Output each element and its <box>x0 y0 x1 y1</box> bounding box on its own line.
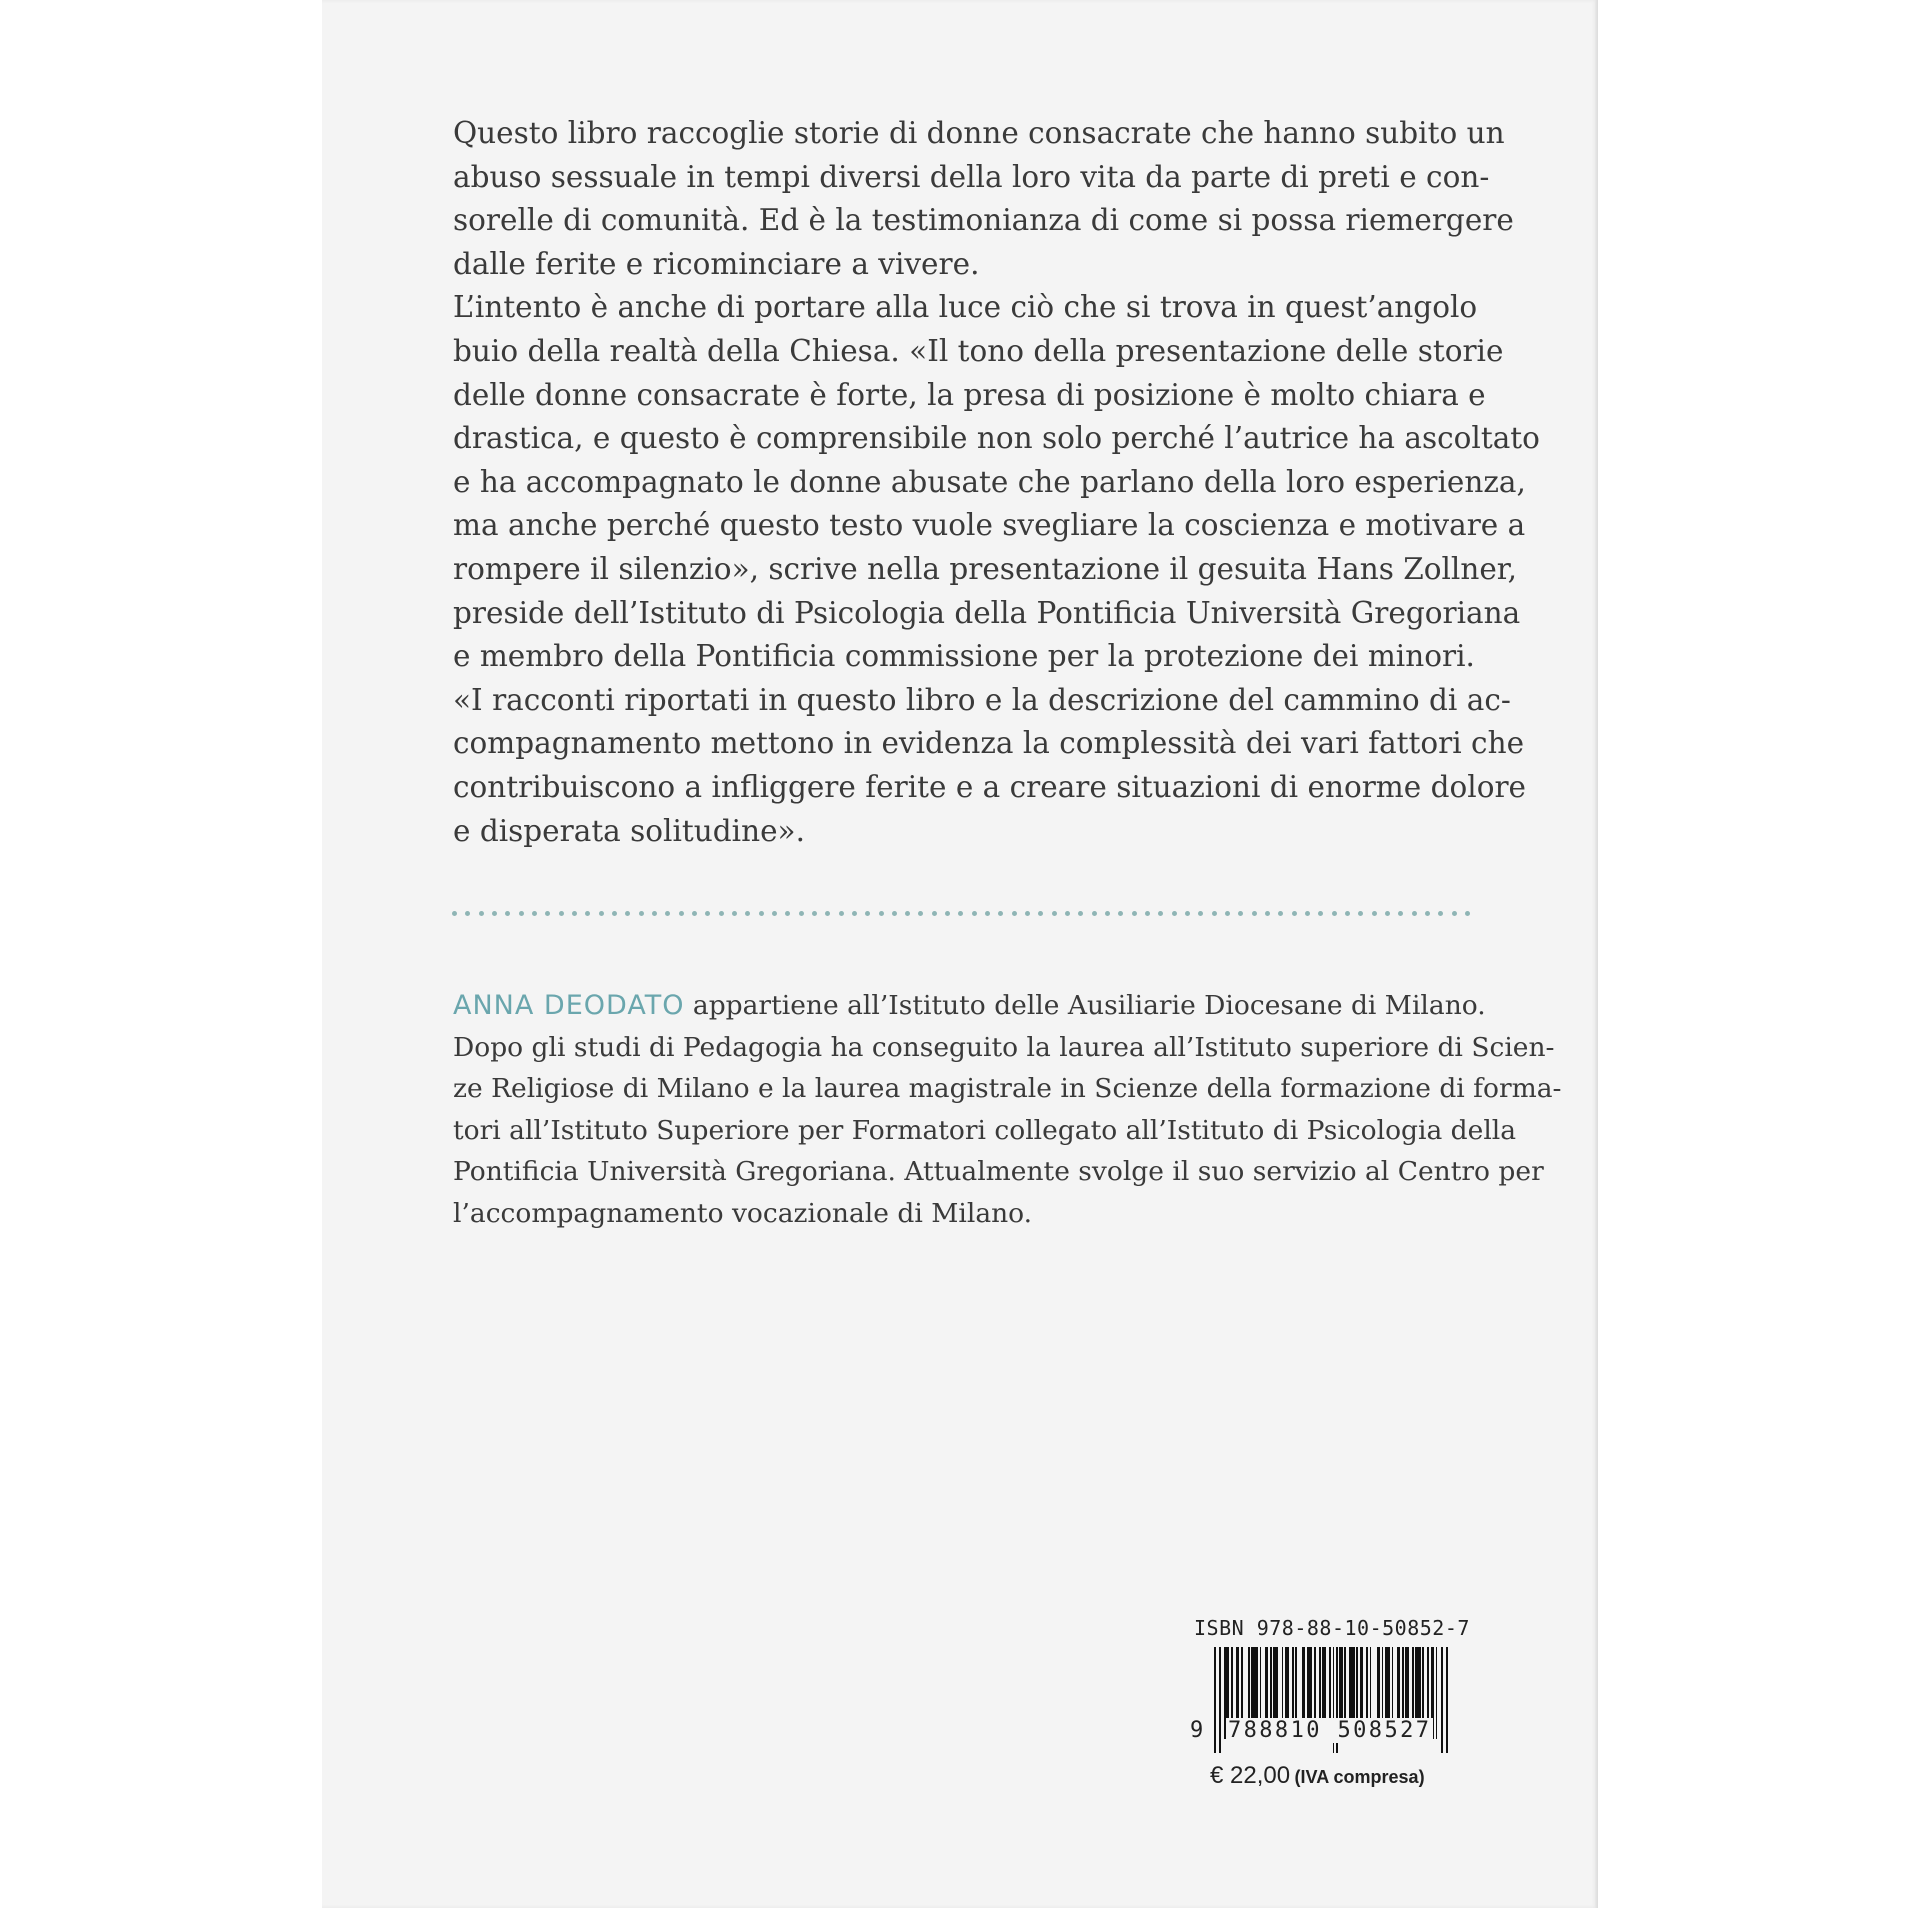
divider-dot <box>799 911 804 916</box>
divider-dot <box>1292 911 1297 916</box>
divider-dot <box>1412 911 1417 916</box>
divider-dot <box>958 911 963 916</box>
divider-dot <box>972 911 977 916</box>
blurb-line: e membro della Pontificia commissione per la protezione dei minori. <box>453 639 1475 674</box>
divider-dot <box>1038 911 1043 916</box>
divider-dot <box>1158 911 1163 916</box>
cover-edge <box>1595 0 1598 1908</box>
divider-dot <box>839 911 844 916</box>
isbn-label: ISBN 978-88-10-50852-7 <box>1194 1616 1470 1640</box>
divider-dot <box>505 911 510 916</box>
divider-dot <box>492 911 497 916</box>
divider-dot <box>545 911 550 916</box>
divider-dot <box>1118 911 1123 916</box>
divider-dot <box>1225 911 1230 916</box>
price <box>1210 1762 1425 1790</box>
divider-dot <box>879 911 884 916</box>
divider-dot <box>1172 911 1177 916</box>
divider-dot <box>679 911 684 916</box>
blurb-line: ma anche perché questo testo vuole svegliare la coscienza e motivare a <box>453 508 1526 543</box>
divider-dot <box>1385 911 1390 916</box>
divider-dot <box>665 911 670 916</box>
price-note: (IVA compresa) <box>1294 1767 1425 1787</box>
divider-dot <box>1438 911 1443 916</box>
divider-dot <box>1465 911 1470 916</box>
blurb-line: preside dell’Istituto di Psicologia della Pontificia Università Gregoriana <box>453 595 1521 630</box>
divider-dot <box>1372 911 1377 916</box>
divider-dot <box>785 911 790 916</box>
divider-dot <box>1065 911 1070 916</box>
divider-dot <box>759 911 764 916</box>
divider-dot <box>772 911 777 916</box>
divider-dot <box>1345 911 1350 916</box>
blurb-line: dalle ferite e ricominciare a vivere. <box>453 246 980 281</box>
divider-dot <box>692 911 697 916</box>
divider-dot <box>1238 911 1243 916</box>
bio-line: l’accompagnamento vocazionale di Milano. <box>453 1197 1033 1229</box>
divider-dot <box>745 911 750 916</box>
bio-first-line <box>453 985 1486 1027</box>
blurb-line: Questo libro raccoglie storie di donne consacrate che hanno subito un <box>453 116 1505 150</box>
blurb-line: «I racconti riportati in questo libro e la descrizione del cammino di ac- <box>453 682 1511 717</box>
divider-dot <box>918 911 923 916</box>
divider-dot <box>1078 911 1083 916</box>
divider-dot <box>452 911 457 916</box>
blurb-line: rompere il silenzio», scrive nella presentazione il gesuita Hans Zollner, <box>453 551 1518 586</box>
divider-dot <box>1305 911 1310 916</box>
divider-dot <box>599 911 604 916</box>
blurb-line: contribuiscono a infliggere ferite e a creare situazioni di enorme dolore <box>453 769 1527 804</box>
bio-line: Dopo gli studi di Pedagogia ha conseguito la laurea all’Istituto superiore di Scien- <box>453 1031 1555 1063</box>
divider-dot <box>1185 911 1190 916</box>
divider-dot <box>1398 911 1403 916</box>
divider-dot <box>945 911 950 916</box>
dotted-divider <box>452 909 1470 917</box>
divider-dot <box>705 911 710 916</box>
divider-dot <box>998 911 1003 916</box>
divider-dot <box>639 911 644 916</box>
book-blurb <box>453 112 1540 853</box>
divider-dot <box>1212 911 1217 916</box>
divider-dot <box>612 911 617 916</box>
divider-dot <box>865 911 870 916</box>
blurb-line: delle donne consacrate è forte, la presa di posizione è molto chiara e <box>453 377 1486 412</box>
barcode-digit-first: 9 <box>1190 1718 1206 1743</box>
author-name: ANNA DEODATO <box>453 990 685 1021</box>
divider-dot <box>1105 911 1110 916</box>
bio-first-line-text: appartiene all’Istituto delle Ausiliarie Diocesane di Milano. <box>692 990 1486 1021</box>
divider-dot <box>719 911 724 916</box>
divider-dot <box>812 911 817 916</box>
barcode-gap <box>1448 1647 1450 1739</box>
divider-dot <box>1025 911 1030 916</box>
divider-dot <box>852 911 857 916</box>
divider-dot <box>1318 911 1323 916</box>
author-bio <box>453 985 1562 1234</box>
blurb-line: compagnamento mettono in evidenza la complessità dei vari fattori che <box>453 726 1525 761</box>
divider-dot <box>985 911 990 916</box>
divider-dot <box>1092 911 1097 916</box>
divider-dot <box>1052 911 1057 916</box>
blurb-line: sorelle di comunità. Ed è la testimonianza di come si possa riemergere <box>453 203 1514 238</box>
divider-dot <box>1012 911 1017 916</box>
divider-dot <box>1425 911 1430 916</box>
divider-dot <box>479 911 484 916</box>
bio-line: tori all’Istituto Superiore per Formatori collegato all’Istituto di Psicologia della <box>453 1114 1517 1146</box>
blurb-line: e ha accompagnato le donne abusate che parlano della loro esperienza, <box>453 464 1526 499</box>
divider-dot <box>532 911 537 916</box>
divider-dot <box>825 911 830 916</box>
divider-dot <box>559 911 564 916</box>
divider-dot <box>625 911 630 916</box>
divider-dot <box>652 911 657 916</box>
blurb-line: L’intento è anche di portare alla luce ciò che si trova in quest’angolo <box>453 290 1478 325</box>
divider-dot <box>1278 911 1283 916</box>
divider-dot <box>892 911 897 916</box>
divider-dot <box>1358 911 1363 916</box>
blurb-line: drastica, e questo è comprensibile non solo perché l’autrice ha ascoltato <box>453 421 1540 456</box>
blurb-line: e disperata solitudine». <box>453 813 805 848</box>
divider-dot <box>1452 911 1457 916</box>
barcode-digits-rest: 788810 508527 <box>1228 1718 1432 1743</box>
divider-dot <box>572 911 577 916</box>
divider-dot <box>932 911 937 916</box>
divider-dot <box>1132 911 1137 916</box>
divider-dot <box>585 911 590 916</box>
divider-dot <box>1332 911 1337 916</box>
divider-dot <box>1252 911 1257 916</box>
bio-line: Pontificia Università Gregoriana. Attualmente svolge il suo servizio al Centro per <box>453 1156 1544 1187</box>
divider-dot <box>465 911 470 916</box>
blurb-line: buio della realtà della Chiesa. «Il tono della presentazione delle storie <box>453 333 1504 368</box>
divider-dot <box>1145 911 1150 916</box>
divider-dot <box>1265 911 1270 916</box>
divider-dot <box>732 911 737 916</box>
divider-dot <box>519 911 524 916</box>
divider-dot <box>905 911 910 916</box>
divider-dot <box>1198 911 1203 916</box>
price-amount: € 22,00 <box>1210 1762 1291 1789</box>
blurb-line: abuso sessuale in tempi diversi della loro vita da parte di preti e con- <box>453 159 1490 194</box>
bio-line: ze Religiose di Milano e la laurea magistrale in Scienze della formazione di forma- <box>453 1073 1562 1104</box>
